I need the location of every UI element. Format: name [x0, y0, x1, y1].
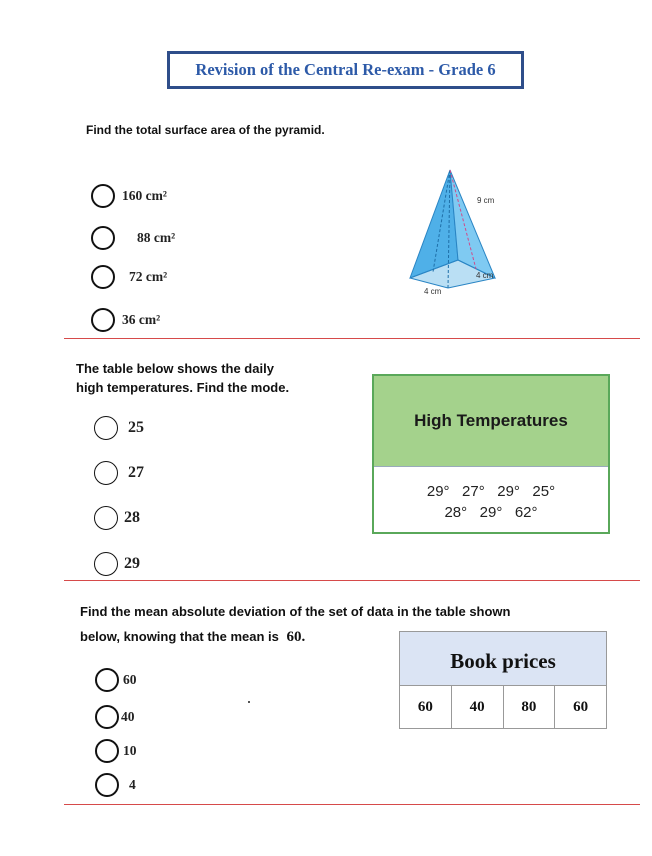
q3-option-3[interactable] [95, 739, 137, 763]
radio-circle-icon[interactable] [94, 552, 118, 576]
q2-option-4[interactable] [94, 552, 140, 576]
question-2-text-line1: The table below shows the daily [76, 361, 274, 376]
question-3-text-line2: below, knowing that the mean is [80, 629, 279, 644]
book-price-cell: 60 [400, 686, 452, 729]
divider [64, 580, 640, 581]
q3-option-4-label: 4 [129, 777, 136, 792]
radio-circle-icon[interactable] [95, 668, 119, 692]
q2-option-2-label: 27 [128, 464, 144, 481]
q2-option-3-label: 28 [124, 509, 140, 526]
q3-option-3-label: 10 [123, 743, 137, 758]
question-3-mean-value: 60. [286, 629, 306, 645]
temperature-row-2: 28° 29° 62° [444, 504, 538, 521]
q2-option-1-label: 25 [128, 419, 144, 436]
book-price-cell: 40 [451, 686, 503, 729]
radio-circle-icon[interactable] [91, 265, 115, 289]
divider [64, 338, 640, 339]
temperature-table [372, 374, 610, 534]
pyramid-figure [400, 160, 510, 300]
book-price-cell: 80 [503, 686, 555, 729]
q1-option-3[interactable] [91, 265, 167, 289]
q1-option-1[interactable] [91, 184, 167, 208]
question-3-text-line1: Find the mean absolute deviation of the set of data in the table shown [80, 604, 511, 619]
page-title-box [167, 51, 524, 89]
q3-option-1[interactable] [95, 668, 137, 692]
q2-option-4-label: 29 [124, 555, 140, 572]
q3-option-2-label: 40 [121, 709, 135, 724]
radio-circle-icon[interactable] [91, 308, 115, 332]
q2-option-1[interactable] [94, 416, 144, 440]
q2-option-3[interactable] [94, 506, 140, 530]
radio-circle-icon[interactable] [95, 773, 119, 797]
radio-circle-icon[interactable] [94, 416, 118, 440]
radio-circle-icon[interactable] [91, 184, 115, 208]
q3-option-1-label: 60 [123, 672, 137, 687]
q2-option-2[interactable] [94, 461, 144, 485]
q1-option-1-label: 160 cm² [122, 188, 167, 203]
temperature-table-title: High Temperatures [374, 376, 608, 467]
q1-option-2[interactable] [91, 226, 175, 250]
base-length-label: 4 cm [424, 287, 442, 296]
slant-height-label: 9 cm [477, 196, 495, 205]
question-1-text: Find the total surface area of the pyramid. [86, 123, 325, 137]
question-2-text-line2: high temperatures. Find the mode. [76, 380, 290, 395]
temperature-row-1: 29° 27° 29° 25° [426, 483, 556, 500]
book-prices-table [399, 631, 607, 729]
side-length-label: 4 cm [476, 271, 494, 280]
book-prices-title: Book prices [400, 632, 607, 686]
q1-option-2-label: 88 cm² [137, 230, 176, 245]
divider [64, 804, 640, 805]
radio-circle-icon[interactable] [95, 705, 119, 729]
radio-circle-icon[interactable] [94, 506, 118, 530]
radio-circle-icon[interactable] [94, 461, 118, 485]
q3-option-2[interactable] [95, 705, 135, 729]
q3-option-4[interactable] [95, 773, 136, 797]
q1-option-4-label: 36 cm² [122, 312, 161, 327]
stray-dot [248, 701, 250, 703]
question-3-text-line2-wrap [80, 627, 305, 647]
q1-option-3-label: 72 cm² [129, 269, 168, 284]
q1-option-4[interactable] [91, 308, 160, 332]
radio-circle-icon[interactable] [95, 739, 119, 763]
book-price-cell: 60 [555, 686, 607, 729]
radio-circle-icon[interactable] [91, 226, 115, 250]
page-title: Revision of the Central Re-exam - Grade 6 [195, 60, 496, 79]
